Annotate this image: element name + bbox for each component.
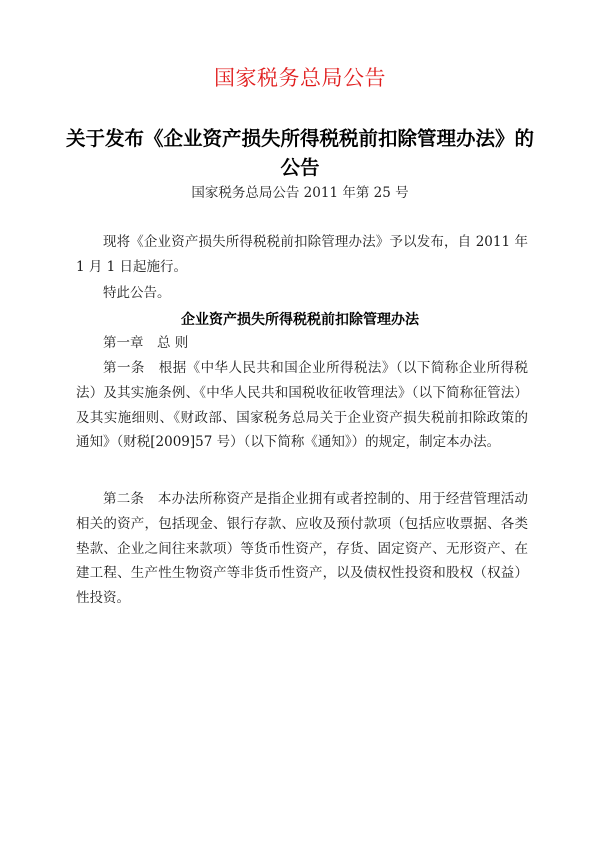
measures-title: 企业资产损失所得税税前扣除管理办法 [181, 312, 419, 328]
document-number: 国家税务总局公告 2011 年第 25 号 [191, 185, 409, 201]
agency-header: 国家税务总局公告 [214, 66, 386, 90]
article-2: 第二条 本办法所称资产是指企业拥有或者控制的、用于经营管理活动相关的资产，包括现金、银行存款、应收及预付款项（包括应收票据、各类垫款、企业之间往来款项）等货币性资产，存货、固定资产、无形资产、在建工程、生产性生物资产等非货币性资产，以及债权性投资和股权（权益）性投资。 [76, 491, 528, 607]
chapter-heading: 第一章 总 则 [103, 335, 189, 351]
intro-paragraph: 现将《企业资产损失所得税税前扣除管理办法》予以发布，自 2011 年 1 月 1 日起施行。 [76, 234, 528, 275]
document-title: 关于发布《企业资产损失所得税税前扣除管理办法》的公告 [65, 127, 534, 179]
closing-paragraph: 特此公告。 [103, 285, 171, 301]
article-1: 第一条 根据《中华人民共和国企业所得税法》（以下简称企业所得税法）及其实施条例、《中华人民共和国税收征收管理法》（以下简称征管法）及其实施细则、《财政部、国家税务总局关于企业资产损失税前扣除政策的通知》（财税[2009]57 号）（以下简称《通知》）的规定，制定本办法。 [76, 360, 528, 451]
